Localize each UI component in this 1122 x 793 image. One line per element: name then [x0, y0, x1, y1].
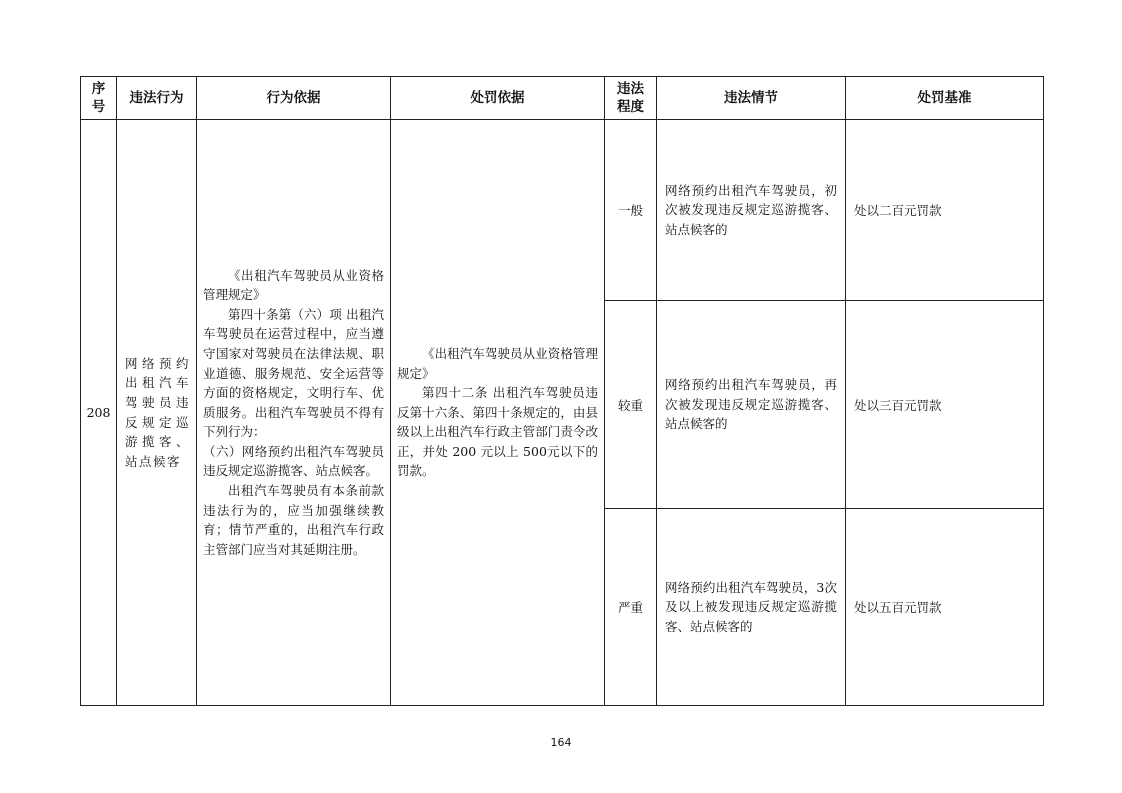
header-situation: 违法情节 [657, 77, 846, 120]
degree-serious: 较重 [605, 301, 657, 509]
situation-severe: 网络预约出租汽车驾驶员，3次及以上被发现违反规定巡游揽客、站点候客的 [657, 509, 846, 706]
record-penalty-basis [391, 120, 605, 706]
header-basis: 行为依据 [197, 77, 391, 120]
record-basis [197, 120, 391, 706]
basis-item: （六）网络预约出租汽车驾驶员违反规定巡游揽客、站点候客。 [203, 443, 384, 479]
header-seq: 序号 [81, 77, 117, 120]
degree-general: 一般 [605, 120, 657, 301]
header-penalty-basis: 处罚依据 [391, 77, 605, 120]
degree-severe: 严重 [605, 509, 657, 706]
table-row [81, 120, 1044, 301]
penalty-title: 《出租汽车驾驶员从业资格管理规定》 [397, 345, 598, 381]
header-standard: 处罚基准 [846, 77, 1044, 120]
header-row [81, 77, 1044, 120]
standard-serious: 处以三百元罚款 [846, 301, 1044, 509]
situation-serious: 网络预约出租汽车驾驶员，再次被发现违反规定巡游揽客、站点候客的 [657, 301, 846, 509]
situation-general: 网络预约出租汽车驾驶员，初次被发现违反规定巡游揽客、站点候客的 [657, 120, 846, 301]
penalty-article: 第四十二条 出租汽车驾驶员违反第十六条、第四十条规定的，由县级以上出租汽车行政主管部门责令改正，并处 200 元以上 500元以下的罚款。 [397, 385, 598, 479]
page-number: 164 [550, 736, 572, 749]
penalty-standard-table [80, 76, 1044, 706]
basis-consequence: 出租汽车驾驶员有本条前款违法行为的，应当加强继续教育；情节严重的，出租汽车行政主管部门应当对其延期注册。 [203, 483, 384, 557]
standard-general: 处以二百元罚款 [846, 120, 1044, 301]
record-behavior: 网络预约出租汽车驾驶员违反规定巡游揽客、站点候客 [117, 120, 197, 706]
basis-title: 《出租汽车驾驶员从业资格管理规定》 [203, 267, 384, 303]
header-degree: 违法程度 [605, 77, 657, 120]
basis-article: 第四十条第（六）项 出租汽车驾驶员在运营过程中，应当遵守国家对驾驶员在法律法规、职业道德、服务规范、安全运营等方面的资格规定，文明行车、优质服务。出租汽车驾驶员不得有下列行为： [203, 306, 384, 440]
standard-severe: 处以五百元罚款 [846, 509, 1044, 706]
record-seq: 208 [81, 120, 117, 706]
header-behavior: 违法行为 [117, 77, 197, 120]
